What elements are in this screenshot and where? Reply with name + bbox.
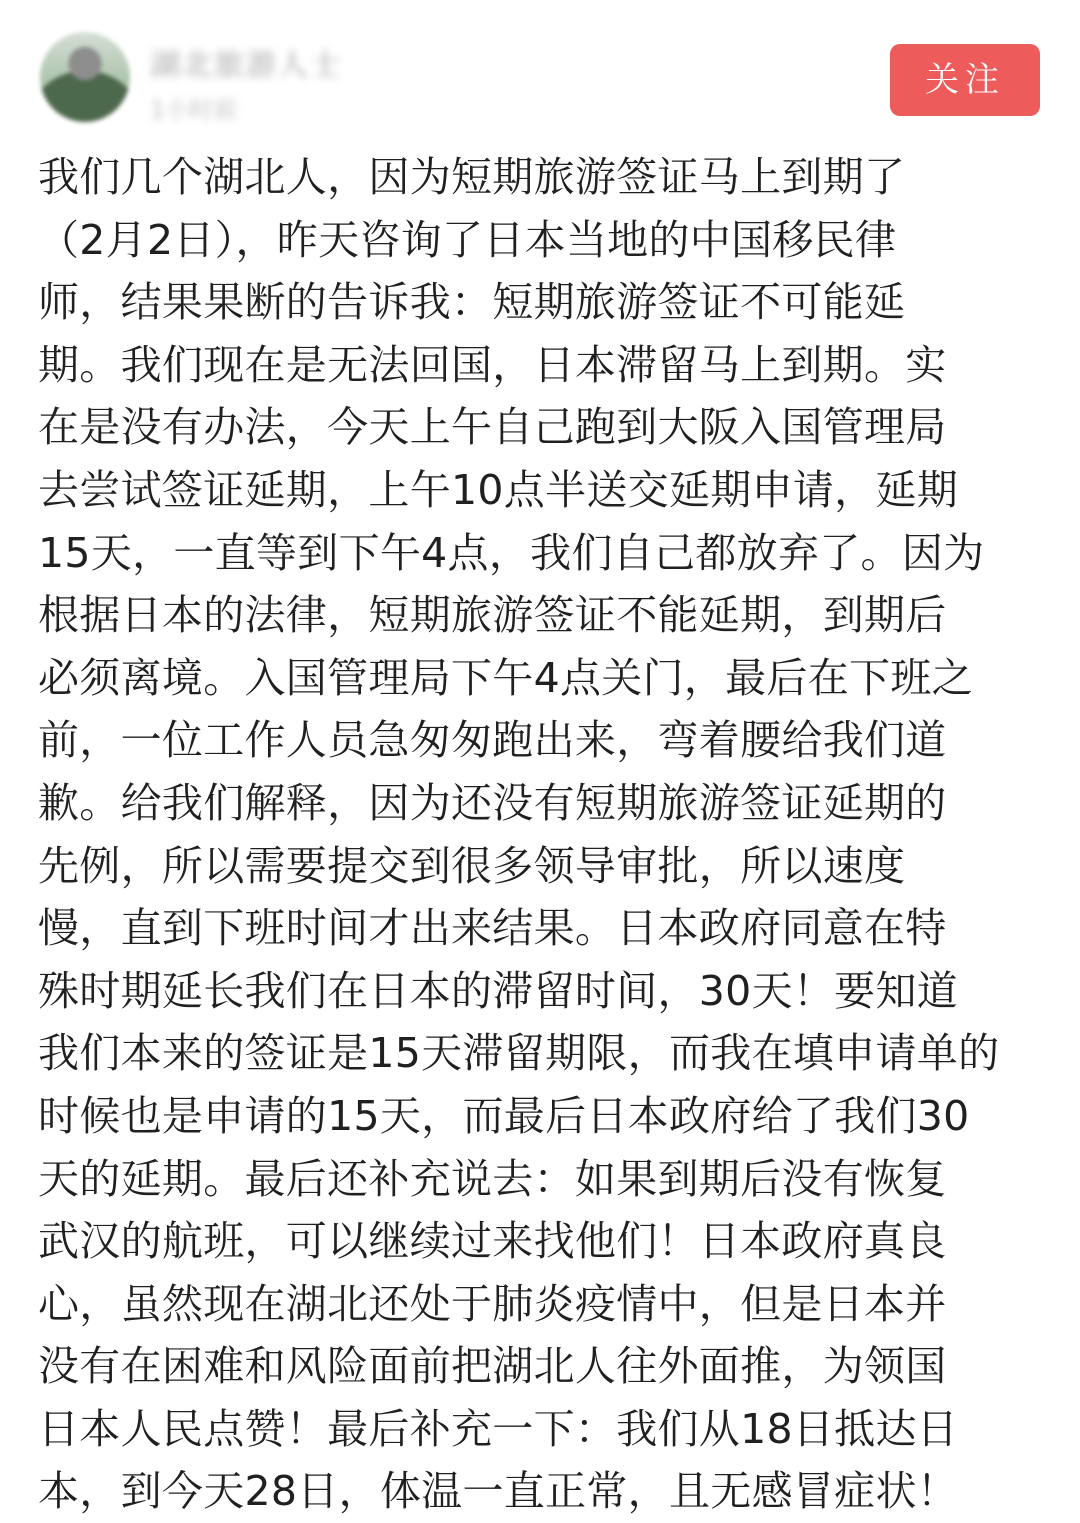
follow-button[interactable]: 关注 [890, 44, 1040, 116]
post-header [0, 0, 1080, 140]
avatar[interactable] [40, 32, 130, 122]
post-text: 我们几个湖北人，因为短期旅游签证马上到期了 （2月2日），昨天咨询了日本当地的中国移民律 师，结果果断的告诉我：短期旅游签证不可能延 期。我们现在是无法回国，日本滞留马上到期。实 在是没有办法，今天上午自己跑到大阪入国管理局 去尝试签证延期，上午10点半送交延期申请，延期 15天，一直等到下午4点，我们自己都放弃了。因为 根据日本的法律，短期旅游签证不能延期，到期后 必须离境。入国管理局下午4点关门，最后在下班之 前，一位工作人员急匆匆跑出来，弯着腰给我们道 歉。给我们解释，因为还没有短期旅游签证延期的 先例，所以需要提交到很多领导审批，所以速度 慢，直到下班时间才出来结果。日本政府同意在特 殊时期延长我们在日本的滞留时间，30天！要知道 我们本来的签证是15天滞留期限，而我在填申请单的 时候也是申请的15天，而最后日本政府给了我们30 天的延期。最后还补充说去：如果到期后没有恢复 武汉的航班，可以继续过来找他们！日本政府真良 心，虽然现在湖北还处于肺炎疫情中，但是日本并 没有在困难和风险面前把湖北人往外面推，为领国 日本人民点赞！最后补充一下：我们从18日抵达日 本，到今天28日，体温一直正常，且无感冒症状！ [38, 153, 1000, 1516]
post-time: 1小时前 [150, 96, 238, 124]
username[interactable]: 湖北旅游人士 [150, 48, 342, 83]
